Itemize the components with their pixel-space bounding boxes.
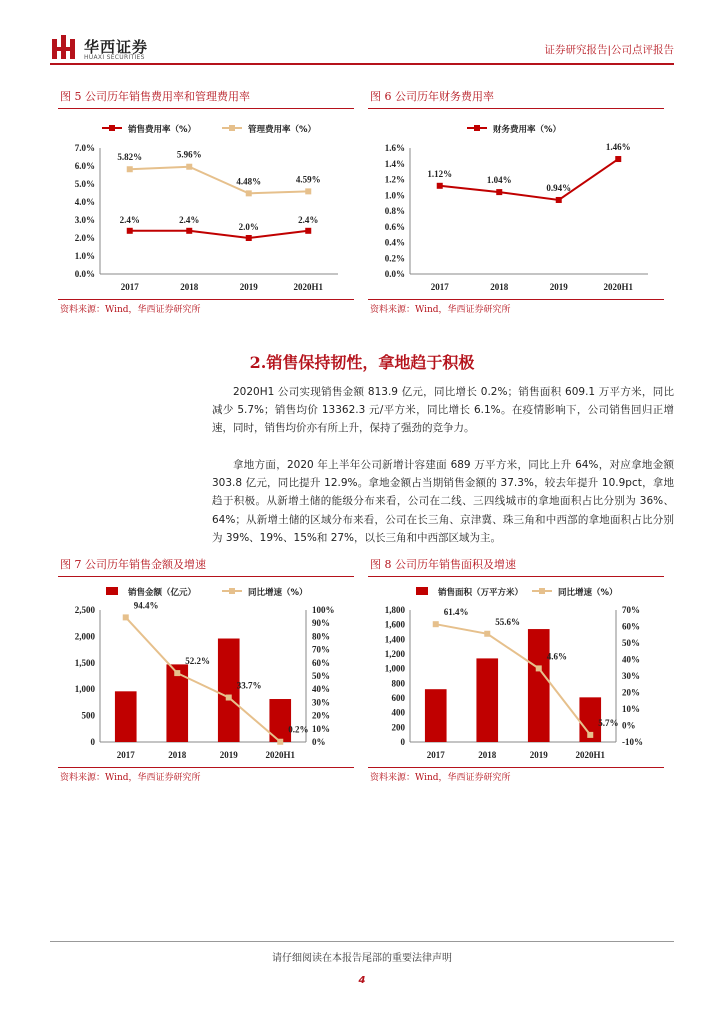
- fig6-data-label: 0.94%: [546, 182, 572, 193]
- fig6-source: 资料来源：Wind，华西证券研究所: [370, 305, 511, 315]
- fig7-title: 图 7 公司历年销售金额及增速: [60, 558, 206, 571]
- fig8-data-label: 4.6%: [546, 651, 567, 662]
- fig7-xtick-label: 2019: [219, 750, 238, 760]
- fig8-chart: [368, 580, 664, 768]
- fig7-data-label: 0.2%: [288, 724, 309, 735]
- fig7-chart: [58, 580, 354, 768]
- fig7-ytick-label: 2,500: [74, 605, 95, 615]
- fig7-xtick-label: 2020H1: [265, 750, 296, 760]
- fig5-series-line: [130, 231, 309, 238]
- fig8-y2tick-label: 30%: [622, 671, 640, 681]
- fig5-xtick-label: 2017: [120, 282, 139, 292]
- fig7-ytick-label: 1,000: [74, 684, 95, 695]
- fig8-y2tick-label: 20%: [622, 687, 640, 698]
- fig7-y2tick-label: 80%: [312, 631, 330, 642]
- fig8-y2tick-label: 40%: [622, 654, 640, 665]
- fig7-data-label: 52.2%: [185, 656, 210, 667]
- fig5-point: [127, 166, 133, 172]
- fig6-chart: [368, 112, 664, 300]
- fig7-rule: [58, 576, 354, 577]
- fig6-series-line: [440, 159, 619, 200]
- fig7-y2tick-label: 10%: [312, 723, 330, 734]
- fig6-xtick-label: 2017: [430, 282, 449, 292]
- fig8-ytick-label: 1,400: [384, 634, 405, 645]
- huaxi-logo-icon: [50, 33, 78, 61]
- fig5-point: [305, 228, 311, 234]
- fig8-ytick-label: 400: [391, 707, 405, 718]
- fig7-y2tick-label: 100%: [312, 605, 335, 615]
- fig6-data-label: 1.04%: [486, 175, 512, 186]
- fig5-series-line: [130, 167, 309, 194]
- fig8-y2tick-label: -10%: [622, 737, 643, 747]
- fig5-data-label: 4.59%: [295, 174, 321, 185]
- fig7-y2tick-label: 0%: [312, 737, 326, 747]
- fig7-xtick-label: 2017: [116, 750, 135, 760]
- fig8-ytick-label: 200: [391, 722, 405, 733]
- fig6-data-label: 1.12%: [427, 168, 453, 179]
- fig7-y2tick-label: 90%: [312, 618, 330, 629]
- brand-name-en: HUAXI SECURITIES: [84, 54, 145, 61]
- fig5-point: [246, 190, 252, 196]
- fig5-data-label: 5.82%: [117, 152, 143, 163]
- fig8-ytick-label: 800: [391, 678, 405, 689]
- fig5-ytick-label: 2.0%: [74, 233, 95, 243]
- fig8-ytick-label: 1,200: [384, 649, 405, 659]
- fig5-point: [127, 228, 133, 234]
- fig8-ytick-label: 1,000: [384, 663, 405, 674]
- fig6-ytick-label: 1.0%: [384, 190, 405, 201]
- fig6-ytick-label: 0.0%: [384, 269, 405, 279]
- fig5-title: 图 5 公司历年销售费用率和管理费用率: [60, 90, 250, 103]
- fig8-y2tick-label: 50%: [622, 638, 640, 648]
- section-title: 2.销售保持韧性，拿地趋于积极: [249, 353, 475, 372]
- fig7-ytick-label: 500: [81, 710, 95, 721]
- brand-name: 华西证券: [84, 38, 149, 56]
- fig6-point: [615, 156, 621, 162]
- fig8-xtick-label: 2019: [529, 750, 548, 760]
- fig6-xtick-label: 2020H1: [603, 282, 634, 292]
- fig7-y2tick-label: 70%: [312, 644, 330, 655]
- fig5-point: [186, 164, 192, 170]
- fig7-legend-label: 同比增速（%）: [248, 588, 308, 598]
- fig6-point: [556, 197, 562, 203]
- fig7-legend-swatch: [106, 587, 118, 595]
- fig8-xtick-label: 2020H1: [575, 750, 606, 760]
- fig7-data-label: 33.7%: [236, 680, 262, 691]
- fig7-source: 资料来源：Wind，华西证券研究所: [60, 773, 201, 783]
- fig6-ytick-label: 0.6%: [384, 221, 405, 232]
- footer-divider: [50, 941, 674, 942]
- fig5-chart: [58, 112, 354, 300]
- fig6-point: [437, 183, 443, 189]
- fig5-xtick-label: 2018: [180, 282, 199, 292]
- fig7-ytick-label: 0: [90, 737, 95, 747]
- fig8-bar: [528, 629, 550, 742]
- fig8-series-line: [436, 624, 591, 735]
- fig5-data-label: 4.48%: [236, 176, 262, 187]
- fig6-xtick-label: 2018: [490, 282, 509, 292]
- fig5-data-label: 2.4%: [179, 214, 200, 225]
- brand-logo: [50, 33, 78, 61]
- fig5-source: 资料来源：Wind，华西证券研究所: [60, 305, 201, 315]
- fig5-point: [305, 188, 311, 194]
- fig8-ytick-label: 0: [400, 737, 405, 747]
- fig7-y2tick-label: 50%: [312, 671, 330, 681]
- fig6-ytick-label: 1.4%: [384, 158, 405, 169]
- fig8-ytick-label: 600: [391, 693, 405, 703]
- fig6-point: [496, 189, 502, 195]
- fig7-y2tick-label: 20%: [312, 710, 330, 721]
- fig6-legend-marker: [474, 125, 480, 131]
- fig5-xtick-label: 2019: [239, 282, 258, 292]
- fig5-point: [246, 235, 252, 241]
- fig8-legend-label: 销售面积（万平方米）: [438, 588, 524, 598]
- fig5-legend-marker: [109, 125, 115, 131]
- fig6-ytick-label: 0.8%: [384, 206, 405, 216]
- fig5-data-label: 2.4%: [119, 214, 140, 225]
- fig6-title: 图 6 公司历年财务费用率: [370, 90, 494, 103]
- fig6-ytick-label: 0.4%: [384, 237, 405, 248]
- fig5-ytick-label: 5.0%: [74, 179, 95, 189]
- fig6-ytick-label: 1.6%: [384, 143, 405, 153]
- header-divider: [50, 63, 674, 65]
- fig7-point: [277, 739, 283, 745]
- page-number: 4: [358, 975, 366, 986]
- fig5-data-label: 2.0%: [238, 222, 259, 232]
- fig5-ytick-label: 4.0%: [74, 197, 95, 207]
- fig8-bar: [425, 689, 447, 742]
- fig8-title: 图 8 公司历年销售面积及增速: [370, 558, 516, 571]
- fig7-ytick-label: 1,500: [74, 657, 95, 668]
- fig5-xtick-label: 2020H1: [293, 282, 324, 292]
- fig5-ytick-label: 3.0%: [74, 215, 95, 225]
- fig8-bar: [476, 658, 498, 742]
- fig8-y2tick-label: 0%: [622, 720, 636, 731]
- fig6-ytick-label: 0.2%: [384, 253, 405, 264]
- fig6-ytick-label: 1.2%: [384, 174, 405, 185]
- fig8-legend-marker: [539, 588, 545, 594]
- fig7-bar: [115, 691, 137, 742]
- fig7-point: [174, 670, 180, 676]
- fig6-bottom-rule: [368, 299, 664, 300]
- fig8-point: [536, 665, 542, 671]
- fig8-legend-swatch: [416, 587, 428, 595]
- fig8-source: 资料来源：Wind，华西证券研究所: [370, 773, 511, 783]
- report-type: 证券研究报告|公司点评报告: [544, 44, 674, 56]
- fig5-bottom-rule: [58, 299, 354, 300]
- fig8-ytick-label: 1,800: [384, 605, 405, 615]
- fig5-ytick-label: 1.0%: [74, 251, 95, 261]
- fig7-y2tick-label: 40%: [312, 684, 330, 695]
- fig5-ytick-label: 6.0%: [74, 161, 95, 171]
- fig8-rule: [368, 576, 664, 577]
- fig8-y2tick-label: 60%: [622, 621, 640, 632]
- fig8-data-label: 55.6%: [495, 616, 520, 627]
- fig5-rule: [58, 108, 354, 109]
- fig7-ytick-label: 2,000: [74, 631, 95, 642]
- fig7-y2tick-label: 30%: [312, 697, 330, 708]
- fig8-ytick-label: 1,600: [384, 619, 405, 630]
- fig7-point: [226, 695, 232, 701]
- paragraph-sales: 2020H1 公司实现销售金额 813.9 亿元，同比增长 0.2%；销售面积 609.1 万平方米，同比减少 5.7%；销售均价 13362.3 元/平方米，同比增长 6.1%。在疫情影响下，公司销售回归正增速，同时，销售均价亦有所上升，保持了强劲的竞争力。: [212, 386, 674, 435]
- fig8-point: [484, 631, 490, 637]
- footer-disclaimer: 请仔细阅读在本报告尾部的重要法律声明: [272, 953, 452, 964]
- fig5-ytick-label: 0.0%: [74, 269, 95, 279]
- fig5-data-label: 5.96%: [176, 149, 202, 160]
- fig6-xtick-label: 2019: [549, 282, 568, 292]
- fig5-point: [186, 228, 192, 234]
- fig7-bottom-rule: [58, 767, 354, 768]
- fig8-y2tick-label: 10%: [622, 704, 640, 714]
- fig8-xtick-label: 2018: [478, 750, 497, 760]
- fig5-legend-marker: [229, 125, 235, 131]
- fig8-legend-label: 同比增速（%）: [558, 588, 618, 598]
- fig7-xtick-label: 2018: [168, 750, 187, 760]
- fig7-y2tick-label: 60%: [312, 657, 330, 668]
- fig7-legend-label: 销售金额（亿元）: [128, 588, 197, 598]
- fig7-data-label: 94.4%: [133, 600, 159, 611]
- fig8-bottom-rule: [368, 767, 664, 768]
- fig8-data-label: 61.4%: [443, 607, 469, 618]
- fig5-ytick-label: 7.0%: [74, 143, 95, 153]
- fig6-legend-label: 财务费用率（%）: [493, 125, 562, 135]
- fig8-point: [587, 732, 593, 738]
- fig5-data-label: 2.4%: [298, 214, 319, 225]
- fig8-y2tick-label: 70%: [622, 605, 640, 615]
- fig8-data-label: 5.7%: [598, 717, 619, 728]
- fig7-point: [123, 614, 129, 620]
- fig5-legend-label: 销售费用率（%）: [128, 125, 197, 135]
- fig5-legend-label: 管理费用率（%）: [248, 125, 317, 135]
- paragraph-land: 拿地方面，2020 年上半年公司新增计容建面 689 万平方米，同比上升 64%，对应拿地金额 303.8 亿元，同比提升 12.9%。拿地金额占当期销售金额的 37.3%，较去年提升 10.9pct，拿地趋于积极。从新增土储的能级分布来看，公司在二线、三四线城市的拿地面积占比分别为 36%、64%；从新增土储的区域分布来看，公司在长三角、京津冀、珠三角和中西部的拿地面积占比分别为 39%、19%、15%和 27%，以长三角和中西部区域为主。: [212, 459, 674, 544]
- fig8-xtick-label: 2017: [426, 750, 445, 760]
- fig6-rule: [368, 108, 664, 109]
- fig8-point: [433, 621, 439, 627]
- fig6-data-label: 1.46%: [605, 142, 631, 153]
- fig7-legend-marker: [229, 588, 235, 594]
